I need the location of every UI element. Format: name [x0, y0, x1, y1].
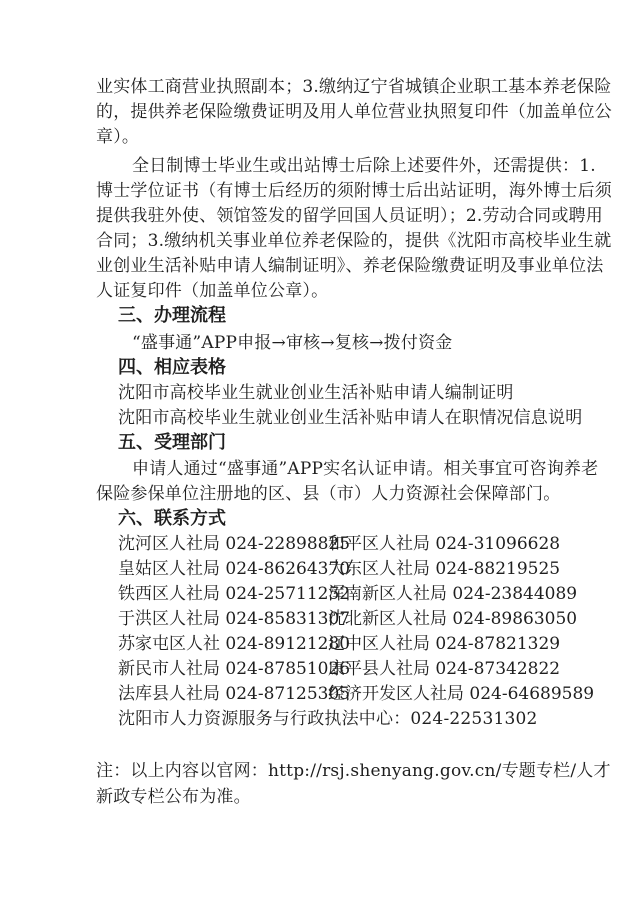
- contact-entry: 浑南新区人社局 024-23844089: [328, 584, 578, 604]
- paragraph-line: 章）。: [96, 127, 140, 147]
- form-item: 沈阳市高校毕业生就业创业生活补贴申请人在职情况信息说明: [118, 408, 583, 428]
- form-item: 沈阳市高校毕业生就业创业生活补贴申请人编制证明: [118, 383, 514, 403]
- note-line: 注：以上内容以官网：http://rsj.shenyang.gov.cn/专题专栏/人才: [96, 761, 611, 781]
- contact-entry: 铁西区人社局 024-25711252: [118, 584, 351, 604]
- paragraph-line: 业创业生活补贴申请人编制证明》、养老保险缴费证明及事业单位法: [96, 256, 604, 276]
- paragraph-line: 业实体工商营业执照副本；3.缴纳辽宁省城镇企业职工基本养老保险: [96, 77, 612, 97]
- contact-center-line: 沈阳市人力资源服务与行政执法中心：024-22531302: [118, 709, 538, 729]
- contact-entry: 和平区人社局 024-31096628: [328, 534, 561, 554]
- contact-entry: 辽中区人社局 024-87821329: [328, 634, 561, 654]
- contact-entry: 沈河区人社局 024-22898825: [118, 534, 351, 554]
- paragraph-line: 合同；3.缴纳机关事业单位养老保险的，提供《沈阳市高校毕业生就: [96, 231, 612, 251]
- contact-entry: 经济开发区人社局 024-64689589: [328, 684, 595, 704]
- paragraph-line: 申请人通过“盛事通”APP实名认证申请。相关事宜可咨询养老: [132, 459, 599, 479]
- paragraph-line: 人证复印件（加盖单位公章）。: [96, 281, 329, 301]
- process-flow-text: “盛事通”APP申报→审核→复核→拨付资金: [132, 333, 453, 353]
- section-heading-contacts: 六、联系方式: [118, 508, 226, 529]
- paragraph-line: 提供我驻外使、领馆签发的留学回国人员证明）；2.劳动合同或聘用: [96, 206, 603, 226]
- contact-entry: 皇姑区人社局 024-86264370: [118, 559, 351, 579]
- paragraph-line: 保险参保单位注册地的区、县（市）人力资源社会保障部门。: [96, 484, 561, 504]
- paragraph-line: 的，提供养老保险缴费证明及用人单位营业执照复印件（加盖单位公: [96, 102, 612, 122]
- contact-entry: 于洪区人社局 024-85831307: [118, 609, 351, 629]
- contact-entry: 大东区人社局 024-88219525: [328, 559, 561, 579]
- contact-entry: 法库县人社局 024-87125305: [118, 684, 351, 704]
- section-heading-process: 三、办理流程: [118, 305, 226, 326]
- contact-entry: 新民市人社局 024-87851026: [118, 659, 351, 679]
- contact-entry: 沈北新区人社局 024-89863050: [328, 609, 578, 629]
- contact-entry: 苏家屯区人社 024-89121280: [118, 634, 351, 654]
- note-line: 新政专栏公布为准。: [96, 787, 251, 807]
- paragraph-line: 全日制博士毕业生或出站博士后除上述要件外，还需提供：1.: [132, 156, 596, 176]
- section-heading-forms: 四、相应表格: [118, 357, 226, 378]
- paragraph-line: 博士学位证书（有博士后经历的须附博士后出站证明，海外博士后须: [96, 181, 612, 201]
- section-heading-department: 五、受理部门: [118, 432, 226, 453]
- contact-entry: 康平县人社局 024-87342822: [328, 659, 561, 679]
